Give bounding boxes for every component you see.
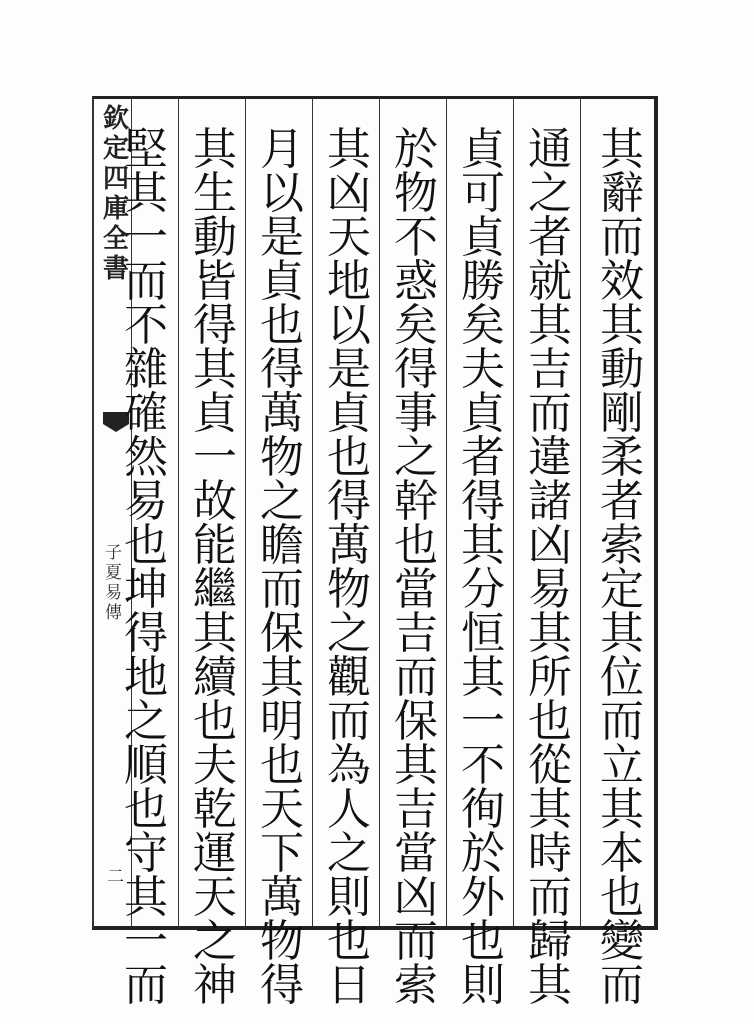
text-glyph: 生 [193, 168, 237, 219]
text-glyph: 歸 [528, 916, 572, 967]
text-glyph: 則 [461, 960, 505, 1011]
text-glyph: 得 [394, 344, 438, 395]
text-glyph: 繼 [193, 564, 237, 615]
text-glyph: 觀 [327, 652, 371, 703]
text-glyph: 物 [260, 916, 304, 967]
text-glyph: 而 [124, 256, 168, 307]
text-glyph: 其 [461, 652, 505, 703]
text-glyph: 惑 [394, 256, 438, 307]
text-glyph: 其 [528, 300, 572, 351]
text-glyph: 者 [528, 212, 572, 263]
text-glyph: 雜 [124, 344, 168, 395]
text-glyph: 當 [394, 828, 438, 879]
text-glyph: 而 [394, 916, 438, 967]
column-rule [312, 98, 313, 926]
text-glyph: 外 [461, 872, 505, 923]
text-glyph: 其 [193, 608, 237, 659]
text-glyph: 凶 [394, 872, 438, 923]
text-glyph: 辭 [600, 168, 644, 219]
text-glyph: 瞻 [260, 520, 304, 571]
text-column-8 [116, 124, 176, 1011]
text-glyph: 一 [461, 696, 505, 747]
text-glyph: 徇 [461, 784, 505, 835]
text-glyph: 保 [394, 696, 438, 747]
text-glyph: 夫 [461, 344, 505, 395]
text-glyph: 月 [260, 124, 304, 175]
text-glyph: 日 [327, 960, 371, 1011]
text-glyph: 分 [461, 564, 505, 615]
text-glyph: 也 [260, 300, 304, 351]
text-glyph: 其 [193, 124, 237, 175]
text-glyph: 其 [600, 608, 644, 659]
text-glyph: 其 [124, 168, 168, 219]
text-glyph: 時 [528, 828, 572, 879]
text-glyph: 得 [260, 344, 304, 395]
text-glyph: 通 [528, 124, 572, 175]
text-glyph: 凶 [528, 520, 572, 571]
text-glyph: 其 [528, 608, 572, 659]
text-column-1 [592, 124, 652, 1011]
text-glyph: 為 [327, 740, 371, 791]
text-glyph: 也 [124, 784, 168, 835]
text-glyph: 物 [327, 564, 371, 615]
text-glyph: 其 [461, 520, 505, 571]
text-column-2 [520, 124, 580, 1011]
text-glyph: 天 [193, 872, 237, 923]
text-glyph: 也 [327, 916, 371, 967]
text-glyph: 人 [327, 784, 371, 835]
text-glyph: 堅 [124, 124, 168, 175]
text-glyph: 吉 [394, 784, 438, 835]
text-glyph: 不 [394, 212, 438, 263]
text-glyph: 而 [327, 696, 371, 747]
text-glyph: 索 [600, 520, 644, 571]
text-glyph: 一 [193, 432, 237, 483]
fold-title-glyph: 全 [102, 224, 129, 254]
text-glyph: 諸 [528, 476, 572, 527]
text-glyph: 也 [193, 696, 237, 747]
text-glyph: 一 [124, 212, 168, 263]
text-glyph: 易 [528, 564, 572, 615]
text-glyph: 當 [394, 564, 438, 615]
text-column-6 [252, 124, 312, 1011]
text-glyph: 之 [394, 432, 438, 483]
text-glyph: 夫 [193, 740, 237, 791]
text-glyph: 其 [600, 124, 644, 175]
text-glyph: 恒 [461, 608, 505, 659]
text-glyph: 之 [528, 168, 572, 219]
text-glyph: 可 [461, 168, 505, 219]
text-glyph: 之 [193, 916, 237, 967]
text-glyph: 是 [327, 344, 371, 395]
text-glyph: 萬 [327, 520, 371, 571]
text-glyph: 地 [327, 256, 371, 307]
fold-book-glyph: 子 [105, 543, 122, 563]
text-glyph: 其 [600, 784, 644, 835]
text-glyph: 地 [124, 652, 168, 703]
text-glyph: 也 [528, 696, 572, 747]
column-rule [513, 98, 514, 926]
fold-title-glyph: 庫 [102, 194, 129, 224]
text-glyph: 其 [193, 344, 237, 395]
text-glyph: 神 [193, 960, 237, 1011]
text-glyph: 動 [600, 344, 644, 395]
text-glyph: 其 [260, 652, 304, 703]
text-glyph: 之 [124, 696, 168, 747]
text-glyph: 其 [528, 784, 572, 835]
text-glyph: 柔 [600, 432, 644, 483]
text-column-4 [386, 124, 446, 1011]
text-glyph: 其 [124, 872, 168, 923]
text-glyph: 續 [193, 652, 237, 703]
text-glyph: 而 [260, 564, 304, 615]
text-glyph: 勝 [461, 256, 505, 307]
text-glyph: 故 [193, 476, 237, 527]
text-glyph: 保 [260, 608, 304, 659]
text-glyph: 則 [327, 872, 371, 923]
text-glyph: 物 [394, 168, 438, 219]
text-glyph: 貞 [461, 124, 505, 175]
text-glyph: 者 [600, 476, 644, 527]
fold-book-glyph: 夏 [105, 563, 122, 583]
text-glyph: 萬 [260, 872, 304, 923]
text-glyph: 貞 [327, 388, 371, 439]
text-glyph: 之 [260, 476, 304, 527]
text-glyph: 天 [260, 784, 304, 835]
fold-title-glyph: 書 [102, 254, 129, 284]
text-glyph: 立 [600, 740, 644, 791]
text-glyph: 不 [124, 300, 168, 351]
text-glyph: 易 [124, 476, 168, 527]
text-glyph: 其 [327, 124, 371, 175]
text-glyph: 之 [327, 828, 371, 879]
text-glyph: 得 [461, 476, 505, 527]
text-glyph: 者 [461, 432, 505, 483]
text-glyph: 就 [528, 256, 572, 307]
text-glyph: 坤 [124, 564, 168, 615]
text-glyph: 本 [600, 828, 644, 879]
text-glyph: 效 [600, 256, 644, 307]
text-glyph: 剛 [600, 388, 644, 439]
text-column-3 [453, 124, 513, 1011]
text-glyph: 天 [327, 212, 371, 263]
fold-title-glyph: 四 [102, 164, 129, 194]
text-glyph: 也 [260, 740, 304, 791]
text-glyph: 明 [260, 696, 304, 747]
text-column-7 [185, 124, 245, 1011]
text-glyph: 吉 [528, 344, 572, 395]
text-column-5 [319, 124, 379, 1011]
text-glyph: 於 [394, 124, 438, 175]
text-glyph: 而 [600, 696, 644, 747]
text-glyph: 得 [193, 300, 237, 351]
column-rule [580, 98, 581, 926]
text-glyph: 不 [461, 740, 505, 791]
column-rule [446, 98, 447, 926]
text-glyph: 貞 [461, 388, 505, 439]
fold-title-glyph: 定 [102, 134, 129, 164]
text-glyph: 以 [327, 300, 371, 351]
text-glyph: 確 [124, 388, 168, 439]
text-glyph: 也 [461, 916, 505, 967]
text-glyph: 而 [124, 960, 168, 1011]
column-rule [379, 98, 380, 926]
text-glyph: 其 [600, 300, 644, 351]
column-rule [245, 98, 246, 926]
text-glyph: 運 [193, 828, 237, 879]
text-glyph: 從 [528, 740, 572, 791]
fold-title-glyph: 欽 [102, 104, 129, 134]
text-glyph: 之 [327, 608, 371, 659]
text-glyph: 而 [600, 212, 644, 263]
text-glyph: 得 [327, 476, 371, 527]
text-glyph: 順 [124, 740, 168, 791]
text-glyph: 變 [600, 916, 644, 967]
text-glyph: 事 [394, 388, 438, 439]
text-glyph: 以 [260, 168, 304, 219]
text-glyph: 也 [600, 872, 644, 923]
text-glyph: 矣 [394, 300, 438, 351]
text-glyph: 動 [193, 212, 237, 263]
text-glyph: 也 [124, 520, 168, 571]
text-glyph: 乾 [193, 784, 237, 835]
text-glyph: 而 [394, 652, 438, 703]
text-glyph: 然 [124, 432, 168, 483]
text-glyph: 守 [124, 828, 168, 879]
column-rule [178, 98, 179, 926]
text-glyph: 於 [461, 828, 505, 879]
text-glyph: 皆 [193, 256, 237, 307]
text-glyph: 定 [600, 564, 644, 615]
text-glyph: 物 [260, 432, 304, 483]
text-glyph: 萬 [260, 388, 304, 439]
text-glyph: 貞 [193, 388, 237, 439]
text-glyph: 幹 [394, 476, 438, 527]
text-glyph: 得 [124, 608, 168, 659]
text-glyph: 能 [193, 520, 237, 571]
text-glyph: 吉 [394, 608, 438, 659]
text-glyph: 下 [260, 828, 304, 879]
fold-book-glyph: 傳 [105, 603, 122, 623]
fold-page-number: 二 [107, 867, 124, 887]
text-glyph: 所 [528, 652, 572, 703]
text-glyph: 而 [528, 872, 572, 923]
text-glyph: 貞 [260, 256, 304, 307]
text-glyph: 凶 [327, 168, 371, 219]
text-glyph: 而 [600, 960, 644, 1011]
text-glyph: 索 [394, 960, 438, 1011]
text-glyph: 而 [528, 388, 572, 439]
fold-book-glyph: 易 [105, 583, 122, 603]
text-glyph: 違 [528, 432, 572, 483]
text-glyph: 矣 [461, 300, 505, 351]
text-glyph: 也 [394, 520, 438, 571]
text-glyph: 也 [327, 432, 371, 483]
text-glyph: 貞 [461, 212, 505, 263]
text-glyph: 其 [528, 960, 572, 1011]
text-glyph: 是 [260, 212, 304, 263]
text-glyph: 位 [600, 652, 644, 703]
text-glyph: 一 [124, 916, 168, 967]
text-glyph: 其 [394, 740, 438, 791]
text-glyph: 得 [260, 960, 304, 1011]
